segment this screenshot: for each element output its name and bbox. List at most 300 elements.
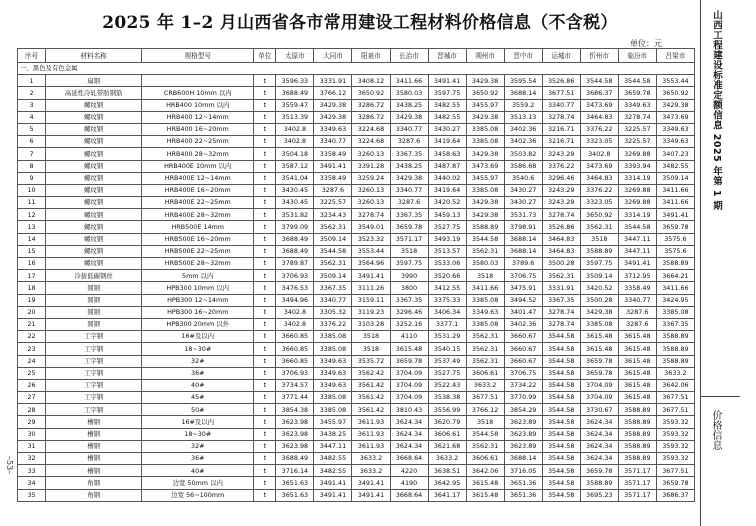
material-name: 螺纹钢 bbox=[46, 172, 142, 184]
price-cell: 3430.27 bbox=[504, 197, 542, 209]
price-cell: 3544.58 bbox=[314, 245, 352, 257]
price-cell: 3429.38 bbox=[466, 197, 504, 209]
price-cell: 3375.33 bbox=[428, 294, 466, 306]
column-header: 吕梁市 bbox=[656, 49, 694, 63]
price-cell: 3459.13 bbox=[428, 209, 466, 221]
unit-cell: t bbox=[254, 453, 276, 465]
unit-cell: t bbox=[254, 477, 276, 489]
price-cell: 3464.83 bbox=[542, 245, 580, 257]
side-divider bbox=[700, 0, 701, 526]
table-row bbox=[18, 209, 695, 221]
price-cell: 3287.6 bbox=[618, 306, 656, 318]
unit-cell: t bbox=[254, 343, 276, 355]
spec-model: CRB600H 10mm 以内 bbox=[142, 87, 254, 99]
price-cell: 3651.36 bbox=[504, 489, 542, 501]
material-name: 槽钢 bbox=[46, 428, 142, 440]
row-index: 21 bbox=[18, 318, 46, 330]
price-cell: 3438.25 bbox=[314, 428, 352, 440]
material-name: 工字钢 bbox=[46, 404, 142, 416]
price-cell: 3376.22 bbox=[580, 123, 618, 135]
material-name: 圆钢 bbox=[46, 282, 142, 294]
price-cell: 3611.93 bbox=[352, 428, 390, 440]
column-header: 运城市 bbox=[542, 49, 580, 63]
price-cell: 3402.36 bbox=[504, 123, 542, 135]
table-row bbox=[18, 258, 695, 270]
unit-cell: t bbox=[254, 282, 276, 294]
spec-model: HRB400E 28~32mm bbox=[142, 209, 254, 221]
price-cell: 3296.46 bbox=[542, 172, 580, 184]
price-cell: 3544.58 bbox=[542, 367, 580, 379]
material-name: 螺纹钢 bbox=[46, 148, 142, 160]
price-cell: 3686.37 bbox=[656, 489, 694, 501]
price-cell: 3504.18 bbox=[276, 148, 314, 160]
price-cell: 3402.36 bbox=[504, 136, 542, 148]
material-name: 工字钢 bbox=[46, 343, 142, 355]
price-cell: 3349.63 bbox=[466, 306, 504, 318]
page-number: –53– bbox=[5, 456, 14, 475]
price-cell: 3455.97 bbox=[466, 172, 504, 184]
price-cell: 3688.49 bbox=[276, 245, 314, 257]
price-cell: 3491.41 bbox=[314, 477, 352, 489]
material-name: 螺纹钢 bbox=[46, 123, 142, 135]
row-index: 12 bbox=[18, 209, 46, 221]
row-index: 11 bbox=[18, 197, 46, 209]
material-name: 螺纹钢 bbox=[46, 99, 142, 111]
material-name: 螺纹钢 bbox=[46, 136, 142, 148]
material-name: 工字钢 bbox=[46, 331, 142, 343]
price-cell: 3704.09 bbox=[390, 392, 428, 404]
price-cell: 3385.08 bbox=[466, 136, 504, 148]
price-cell: 3686.37 bbox=[580, 87, 618, 99]
material-name: 螺纹钢 bbox=[46, 209, 142, 221]
table-row bbox=[18, 148, 695, 160]
price-cell: 3377.1 bbox=[428, 318, 466, 330]
price-cell: 3224.68 bbox=[352, 123, 390, 135]
material-name: 圆钢 bbox=[46, 318, 142, 330]
price-cell: 3544.58 bbox=[542, 465, 580, 477]
price-cell: 3419.64 bbox=[428, 184, 466, 196]
price-cell: 3633.2 bbox=[352, 453, 390, 465]
price-cell: 3659.78 bbox=[390, 355, 428, 367]
unit-cell: t bbox=[254, 440, 276, 452]
price-cell: 3411.66 bbox=[656, 197, 694, 209]
price-cell: 3706.93 bbox=[276, 270, 314, 282]
row-index: 2 bbox=[18, 87, 46, 99]
price-cell: 3559.2 bbox=[504, 99, 542, 111]
price-cell: 3464.83 bbox=[580, 172, 618, 184]
price-cell: 3624.34 bbox=[580, 453, 618, 465]
price-cell: 3544.58 bbox=[618, 221, 656, 233]
price-cell: 3716.05 bbox=[504, 465, 542, 477]
price-cell: 3664.21 bbox=[656, 270, 694, 282]
row-index: 31 bbox=[18, 440, 46, 452]
price-cell: 3278.74 bbox=[352, 209, 390, 221]
price-cell: 3526.86 bbox=[542, 221, 580, 233]
price-cell: 3429.38 bbox=[314, 111, 352, 123]
spec-model: 36# bbox=[142, 453, 254, 465]
price-cell: 3429.38 bbox=[314, 99, 352, 111]
price-cell: 3216.71 bbox=[542, 123, 580, 135]
price-cell: 3624.34 bbox=[390, 440, 428, 452]
unit-cell: t bbox=[254, 306, 276, 318]
price-cell: 3287.6 bbox=[314, 184, 352, 196]
price-cell: 3588.89 bbox=[580, 245, 618, 257]
price-cell: 3287.6 bbox=[618, 318, 656, 330]
price-cell: 3243.29 bbox=[542, 148, 580, 160]
price-cell: 3544.58 bbox=[542, 489, 580, 501]
price-cell: 3597.75 bbox=[580, 258, 618, 270]
price-cell: 3562.31 bbox=[314, 221, 352, 233]
table-row bbox=[18, 245, 695, 257]
price-cell: 3111.26 bbox=[352, 282, 390, 294]
table-row bbox=[18, 306, 695, 318]
price-cell: 3659.78 bbox=[390, 221, 428, 233]
row-index: 34 bbox=[18, 477, 46, 489]
table-row bbox=[18, 75, 695, 87]
table-row bbox=[18, 428, 695, 440]
price-cell: 3540.6 bbox=[504, 172, 542, 184]
column-header: 朔州市 bbox=[466, 49, 504, 63]
material-name: 高延性冷轧带肋钢筋 bbox=[46, 87, 142, 99]
price-table bbox=[17, 48, 695, 502]
price-cell: 3287.6 bbox=[390, 136, 428, 148]
price-cell: 3473.69 bbox=[580, 99, 618, 111]
price-cell: 3624.34 bbox=[390, 416, 428, 428]
price-cell: 3430.27 bbox=[504, 184, 542, 196]
price-cell: 3491.41 bbox=[314, 489, 352, 501]
price-cell: 3455.97 bbox=[314, 416, 352, 428]
spec-model: HRB500E 22~25mm bbox=[142, 245, 254, 257]
price-cell: 3518 bbox=[580, 233, 618, 245]
unit-cell: t bbox=[254, 355, 276, 367]
price-cell: 3704.09 bbox=[580, 392, 618, 404]
price-cell: 3358.49 bbox=[618, 282, 656, 294]
price-cell: 3367.35 bbox=[542, 294, 580, 306]
column-header: 晋城市 bbox=[428, 49, 466, 63]
price-cell: 3513.57 bbox=[428, 245, 466, 257]
price-cell: 3225.57 bbox=[314, 197, 352, 209]
column-header: 太原市 bbox=[276, 49, 314, 63]
table-row bbox=[18, 233, 695, 245]
table-row bbox=[18, 331, 695, 343]
material-name: 工字钢 bbox=[46, 355, 142, 367]
table-row bbox=[18, 440, 695, 452]
unit-cell: t bbox=[254, 197, 276, 209]
price-cell: 3411.66 bbox=[466, 282, 504, 294]
price-cell: 3323.05 bbox=[580, 197, 618, 209]
price-cell: 3482.55 bbox=[656, 160, 694, 172]
price-cell: 3606.61 bbox=[466, 453, 504, 465]
price-cell: 3615.48 bbox=[618, 392, 656, 404]
price-cell: 3331.91 bbox=[314, 75, 352, 87]
price-cell: 3429.38 bbox=[390, 111, 428, 123]
price-cell: 3734.22 bbox=[504, 379, 542, 391]
material-name: 螺纹钢 bbox=[46, 111, 142, 123]
price-cell: 3562.31 bbox=[466, 343, 504, 355]
spec-model: HRB400 22~25mm bbox=[142, 136, 254, 148]
table-row bbox=[18, 416, 695, 428]
price-cell: 3411.66 bbox=[656, 184, 694, 196]
price-cell: 3766.12 bbox=[314, 87, 352, 99]
table-row bbox=[18, 367, 695, 379]
price-cell: 3544.58 bbox=[542, 416, 580, 428]
price-cell: 3810.43 bbox=[390, 404, 428, 416]
price-cell: 3623.98 bbox=[276, 416, 314, 428]
column-header: 规格型号 bbox=[142, 49, 254, 63]
column-header: 晋中市 bbox=[504, 49, 542, 63]
table-row bbox=[18, 404, 695, 416]
price-cell: 3537.49 bbox=[428, 355, 466, 367]
price-cell: 3556.99 bbox=[428, 404, 466, 416]
price-cell: 3340.77 bbox=[314, 294, 352, 306]
unit-cell: t bbox=[254, 404, 276, 416]
unit-cell: t bbox=[254, 465, 276, 477]
price-cell: 3660.85 bbox=[276, 331, 314, 343]
unit-cell: t bbox=[254, 428, 276, 440]
price-cell: 3559.47 bbox=[276, 99, 314, 111]
header-row bbox=[18, 49, 695, 63]
unit-cell: t bbox=[254, 379, 276, 391]
row-index: 22 bbox=[18, 331, 46, 343]
price-cell: 3243.29 bbox=[542, 197, 580, 209]
price-cell: 3278.74 bbox=[542, 209, 580, 221]
price-cell: 3323.05 bbox=[580, 136, 618, 148]
price-cell: 3597.75 bbox=[428, 87, 466, 99]
price-cell: 3429.38 bbox=[466, 75, 504, 87]
price-cell: 3402.36 bbox=[504, 318, 542, 330]
price-cell: 3688.49 bbox=[276, 87, 314, 99]
price-cell: 3278.74 bbox=[542, 111, 580, 123]
unit-cell: t bbox=[254, 184, 276, 196]
price-cell: 3575.6 bbox=[656, 233, 694, 245]
price-cell: 3562.31 bbox=[542, 270, 580, 282]
price-cell: 3340.77 bbox=[390, 184, 428, 196]
price-cell: 3659.78 bbox=[580, 465, 618, 477]
price-cell: 3623.89 bbox=[504, 416, 542, 428]
price-cell: 3119.23 bbox=[352, 306, 390, 318]
price-cell: 3562.31 bbox=[466, 245, 504, 257]
material-name: 工字钢 bbox=[46, 367, 142, 379]
price-cell: 3641.17 bbox=[428, 489, 466, 501]
price-cell: 3482.55 bbox=[314, 465, 352, 477]
material-name: 槽钢 bbox=[46, 465, 142, 477]
price-cell: 3500.28 bbox=[542, 258, 580, 270]
spec-model: HPB300 16~20mm bbox=[142, 306, 254, 318]
price-cell: 3615.48 bbox=[466, 477, 504, 489]
price-cell: 3464.83 bbox=[580, 111, 618, 123]
page-title: 2025 年 1–2 月山西省各市常用建设工程材料价格信息（不含税） bbox=[102, 13, 618, 33]
price-cell: 3580.03 bbox=[390, 87, 428, 99]
price-cell: 3588.89 bbox=[656, 355, 694, 367]
price-cell: 3580.03 bbox=[466, 258, 504, 270]
price-cell: 3621.68 bbox=[428, 440, 466, 452]
spec-model: HRB400E 16~20mm bbox=[142, 184, 254, 196]
price-cell: 3712.95 bbox=[618, 270, 656, 282]
table-row bbox=[18, 136, 695, 148]
price-cell: 3544.58 bbox=[542, 343, 580, 355]
price-cell: 3642.95 bbox=[428, 477, 466, 489]
price-cell: 3406.34 bbox=[428, 306, 466, 318]
price-cell: 3527.75 bbox=[428, 367, 466, 379]
price-cell: 3990 bbox=[390, 270, 428, 282]
row-index: 7 bbox=[18, 148, 46, 160]
price-cell: 3430.45 bbox=[276, 197, 314, 209]
column-header: 大同市 bbox=[314, 49, 352, 63]
price-cell: 3518 bbox=[466, 270, 504, 282]
price-cell: 3562.42 bbox=[352, 367, 390, 379]
price-cell: 3688.49 bbox=[276, 233, 314, 245]
row-index: 32 bbox=[18, 453, 46, 465]
price-cell: 3620.79 bbox=[428, 416, 466, 428]
price-cell: 3527.75 bbox=[428, 221, 466, 233]
price-cell: 3385.08 bbox=[466, 123, 504, 135]
price-cell: 3513.39 bbox=[276, 111, 314, 123]
price-cell: 3544.58 bbox=[542, 453, 580, 465]
spec-model: 18~30# bbox=[142, 343, 254, 355]
side-journal-title: 山西工程建设标准定额信息 2025 年第 1 期 bbox=[711, 10, 722, 211]
price-cell: 3491.41 bbox=[656, 209, 694, 221]
price-cell: 3500.28 bbox=[580, 294, 618, 306]
price-cell: 3650.92 bbox=[352, 87, 390, 99]
price-cell: 3464.83 bbox=[542, 233, 580, 245]
price-cell: 3385.08 bbox=[580, 318, 618, 330]
price-cell: 3440.02 bbox=[428, 172, 466, 184]
price-cell: 3349.63 bbox=[656, 136, 694, 148]
material-name: 工字钢 bbox=[46, 392, 142, 404]
material-name: 槽钢 bbox=[46, 453, 142, 465]
price-cell: 3623.89 bbox=[504, 428, 542, 440]
price-cell: 3376.22 bbox=[542, 160, 580, 172]
price-cell: 3402.8 bbox=[276, 123, 314, 135]
price-cell: 3491.41 bbox=[314, 160, 352, 172]
row-index: 10 bbox=[18, 184, 46, 196]
price-cell: 3286.72 bbox=[352, 99, 390, 111]
price-cell: 3633.2 bbox=[466, 379, 504, 391]
price-cell: 3659.78 bbox=[580, 355, 618, 367]
material-name: 圆钢 bbox=[46, 294, 142, 306]
price-cell: 3385.08 bbox=[314, 343, 352, 355]
price-cell: 4110 bbox=[390, 331, 428, 343]
category-label: 一、黑色及有色金属 bbox=[18, 63, 695, 75]
unit-cell: t bbox=[254, 99, 276, 111]
unit-cell: t bbox=[254, 318, 276, 330]
price-cell: 3340.77 bbox=[390, 123, 428, 135]
price-cell: 3544.58 bbox=[580, 75, 618, 87]
price-cell: 3704.09 bbox=[390, 379, 428, 391]
spec-model: 40# bbox=[142, 379, 254, 391]
price-cell: 3660.85 bbox=[276, 355, 314, 367]
material-name: 冷拔低碳钢丝 bbox=[46, 270, 142, 282]
price-cell: 3606.61 bbox=[428, 428, 466, 440]
unit-cell: t bbox=[254, 245, 276, 257]
price-cell: 3491.41 bbox=[352, 270, 390, 282]
price-cell: 3660.67 bbox=[504, 355, 542, 367]
price-cell: 4190 bbox=[390, 477, 428, 489]
price-cell: 3269.88 bbox=[618, 148, 656, 160]
unit-cell: t bbox=[254, 148, 276, 160]
spec-model bbox=[142, 75, 254, 87]
material-name: 螺纹钢 bbox=[46, 258, 142, 270]
table-row bbox=[18, 221, 695, 233]
spec-model: HPB300 20mm 以外 bbox=[142, 318, 254, 330]
price-cell: 3473.69 bbox=[580, 160, 618, 172]
price-cell: 3224.68 bbox=[352, 136, 390, 148]
price-cell: 3535.72 bbox=[352, 355, 390, 367]
price-cell: 3624.34 bbox=[580, 428, 618, 440]
price-cell: 3588.89 bbox=[618, 428, 656, 440]
price-cell: 3800 bbox=[390, 282, 428, 294]
price-cell: 3476.53 bbox=[276, 282, 314, 294]
price-cell: 3225.57 bbox=[618, 123, 656, 135]
price-cell: 3541.04 bbox=[276, 172, 314, 184]
price-cell: 3447.11 bbox=[314, 440, 352, 452]
table-row bbox=[18, 489, 695, 501]
unit-cell: t bbox=[254, 111, 276, 123]
price-cell: 3475.91 bbox=[504, 282, 542, 294]
price-cell: 3458.63 bbox=[428, 148, 466, 160]
price-cell: 3376.22 bbox=[314, 318, 352, 330]
price-cell: 3766.12 bbox=[466, 404, 504, 416]
material-name: 槽钢 bbox=[46, 440, 142, 452]
price-cell: 3376.22 bbox=[580, 184, 618, 196]
spec-model: 16#及以内 bbox=[142, 416, 254, 428]
price-cell: 3611.93 bbox=[352, 440, 390, 452]
price-cell: 3615.48 bbox=[618, 379, 656, 391]
price-cell: 3562.31 bbox=[466, 331, 504, 343]
unit-cell: t bbox=[254, 123, 276, 135]
table-row bbox=[18, 392, 695, 404]
price-cell: 3531.29 bbox=[428, 331, 466, 343]
table-row bbox=[18, 294, 695, 306]
price-cell: 3615.48 bbox=[618, 355, 656, 367]
side-section-label: 价格信息 bbox=[710, 410, 721, 450]
price-cell: 3561.42 bbox=[352, 404, 390, 416]
material-name: 螺纹钢 bbox=[46, 233, 142, 245]
price-cell: 3544.58 bbox=[542, 379, 580, 391]
price-cell: 3615.48 bbox=[580, 331, 618, 343]
price-cell: 3575.6 bbox=[656, 245, 694, 257]
price-cell: 3438.25 bbox=[390, 99, 428, 111]
price-cell: 3503.82 bbox=[504, 148, 542, 160]
column-header: 序号 bbox=[18, 49, 46, 63]
price-cell: 3615.48 bbox=[618, 367, 656, 379]
column-header: 材料名称 bbox=[46, 49, 142, 63]
price-cell: 3633.2 bbox=[656, 367, 694, 379]
unit-cell: t bbox=[254, 160, 276, 172]
table-row bbox=[18, 355, 695, 367]
unit-cell: t bbox=[254, 75, 276, 87]
price-cell: 3408.12 bbox=[352, 75, 390, 87]
material-name: 槽钢 bbox=[46, 416, 142, 428]
price-cell: 3494.96 bbox=[276, 294, 314, 306]
price-cell: 3789.6 bbox=[504, 258, 542, 270]
spec-model: 32# bbox=[142, 440, 254, 452]
price-cell: 3615.48 bbox=[618, 331, 656, 343]
price-cell: 3544.58 bbox=[542, 331, 580, 343]
row-index: 8 bbox=[18, 160, 46, 172]
price-cell: 3544.58 bbox=[542, 355, 580, 367]
price-cell: 3260.13 bbox=[352, 197, 390, 209]
price-cell: 3659.78 bbox=[618, 87, 656, 99]
table-row bbox=[18, 379, 695, 391]
price-cell: 3526.86 bbox=[542, 75, 580, 87]
material-name: 螺纹钢 bbox=[46, 160, 142, 172]
price-cell: 3367.35 bbox=[390, 294, 428, 306]
row-index: 4 bbox=[18, 111, 46, 123]
row-index: 15 bbox=[18, 245, 46, 257]
unit-cell: t bbox=[254, 233, 276, 245]
price-cell: 3402.8 bbox=[276, 318, 314, 330]
